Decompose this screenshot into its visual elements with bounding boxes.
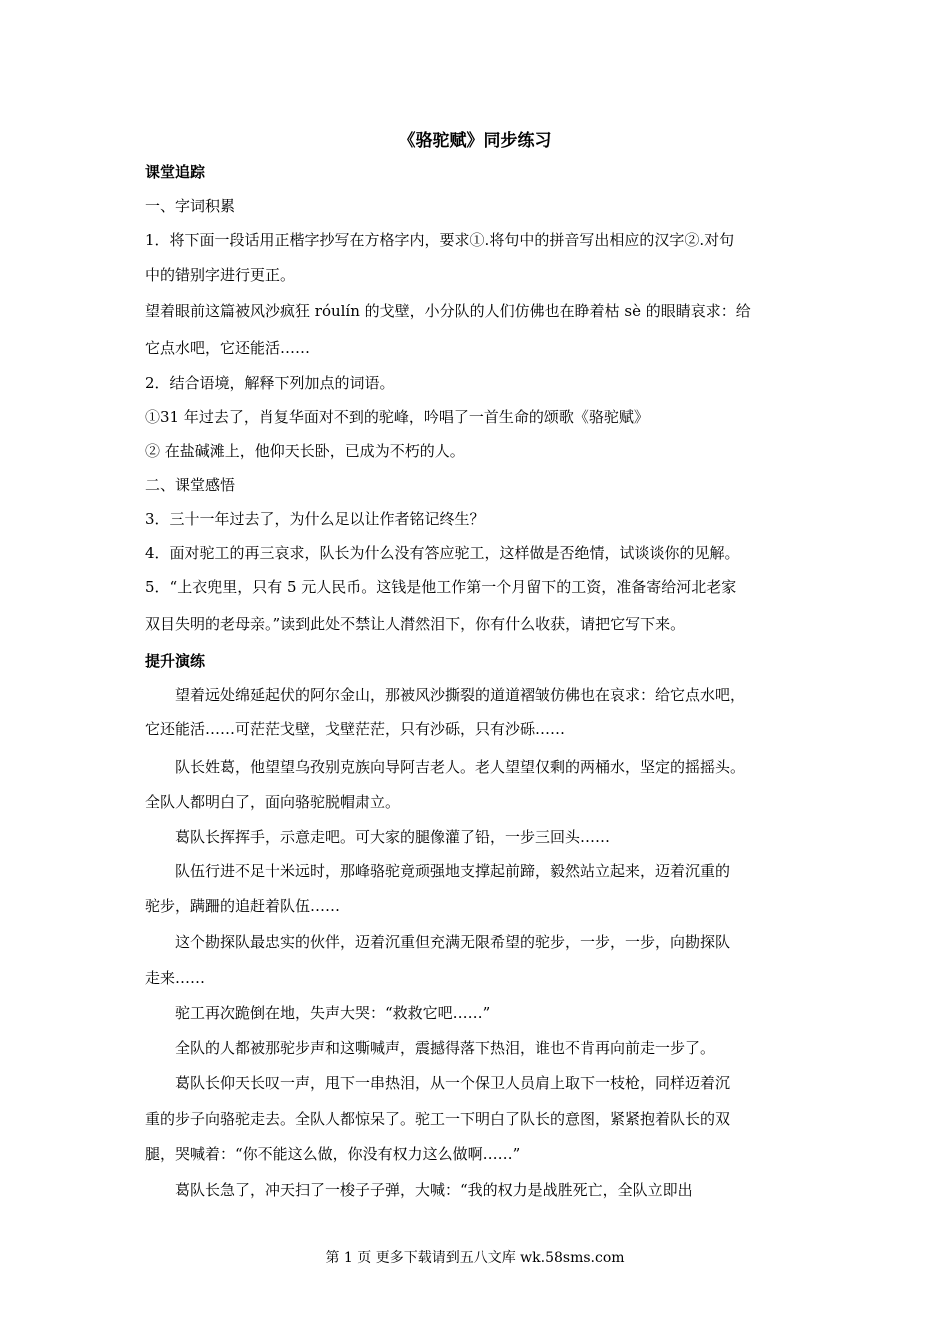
passage-paragraph-2-line-1: 队长姓葛，他望望乌孜别克族向导阿吉老人。老人望望仅剩的两桶水，坚定的摇摇头。 (175, 758, 746, 776)
question-1-line-1: 1．将下面一段话用正楷字抄写在方格字内，要求①.将句中的拼音写出相应的汉字②.对句 (145, 231, 735, 249)
question-2-item-1: ①31 年过去了，肖复华面对不到的驼峰，吟唱了一首生命的颂歌《骆驼赋》 (145, 408, 649, 426)
question-2-item-2: ② 在盐碱滩上，他仰天长卧，已成为不朽的人。 (145, 442, 465, 460)
page-footer: 第 1 页 更多下载请到五八文库 wk.58sms.com (325, 1250, 625, 1266)
passage-paragraph-7: 全队的人都被那驼步声和这嘶喊声，震撼得落下热泪，谁也不肯再向前走一步了。 (175, 1039, 716, 1057)
passage-paragraph-4-line-2: 驼步，蹒跚的追赶着队伍…… (145, 897, 341, 915)
question-5-line-2: 双目失明的老母亲。”读到此处不禁让人潸然泪下，你有什么收获，请把它写下来。 (145, 615, 686, 633)
document-title: 《骆驼赋》同步练习 (398, 131, 552, 151)
passage-paragraph-1-line-2: 它还能活……可茫茫戈壁，戈壁茫茫，只有沙砾，只有沙砾…… (145, 720, 566, 738)
question-3: 3．三十一年过去了，为什么足以让作者铭记终生？ (145, 510, 485, 528)
section-heading-practice: 提升演练 (145, 652, 206, 670)
part-heading-vocabulary: 一、字词积累 (145, 197, 236, 215)
passage-paragraph-1-line-1: 望着远处绵延起伏的阿尔金山，那被风沙撕裂的道道褶皱仿佛也在哀求：给它点水吧， (175, 686, 746, 704)
passage-paragraph-9: 葛队长急了，冲天扫了一梭子子弹，大喊：“我的权力是战胜死亡，全队立即出 (175, 1181, 693, 1199)
passage-paragraph-8-line-1: 葛队长仰天长叹一声，甩下一串热泪，从一个保卫人员肩上取下一枝枪，同样迈着沉 (175, 1074, 731, 1092)
passage-paragraph-2-line-2: 全队人都明白了，面向骆驼脱帽肃立。 (145, 793, 401, 811)
question-5-line-1: 5．“上衣兜里，只有 5 元人民币。这钱是他工作第一个月留下的工资，准备寄给河北老家 (145, 578, 737, 596)
question-1-passage-line-1: 望着眼前这篇被风沙疯狂 róulín 的戈壁，小分队的人们仿佛也在睁着枯 sè 的眼睛哀求：给 (145, 302, 751, 320)
passage-paragraph-6: 驼工再次跪倒在地，失声大哭：“救救它吧……” (175, 1004, 491, 1022)
passage-paragraph-4-line-1: 队伍行进不足十米远时，那峰骆驼竟顽强地支撑起前蹄，毅然站立起来，迈着沉重的 (175, 862, 731, 880)
question-2: 2．结合语境，解释下列加点的词语。 (145, 374, 395, 392)
passage-paragraph-3: 葛队长挥挥手，示意走吧。可大家的腿像灌了铅，一步三回头…… (175, 828, 611, 846)
question-1-line-2: 中的错别字进行更正。 (145, 266, 296, 284)
passage-paragraph-8-line-3: 腿，哭喊着：“你不能这么做，你没有权力这么做啊……” (145, 1145, 521, 1163)
passage-paragraph-5-line-2: 走来…… (145, 969, 206, 987)
passage-paragraph-8-line-2: 重的步子向骆驼走去。全队人都惊呆了。驼工一下明白了队长的意图，紧紧抱着队长的双 (145, 1110, 731, 1128)
part-heading-reflection: 二、课堂感悟 (145, 476, 236, 494)
question-4: 4．面对驼工的再三哀求，队长为什么没有答应驼工，这样做是否绝情，试谈谈你的见解。 (145, 544, 740, 562)
section-heading-classroom: 课堂追踪 (145, 163, 206, 181)
question-1-passage-line-2: 它点水吧，它还能活…… (145, 339, 311, 357)
passage-paragraph-5-line-1: 这个勘探队最忠实的伙伴，迈着沉重但充满无限希望的驼步，一步，一步，向勘探队 (175, 933, 731, 951)
